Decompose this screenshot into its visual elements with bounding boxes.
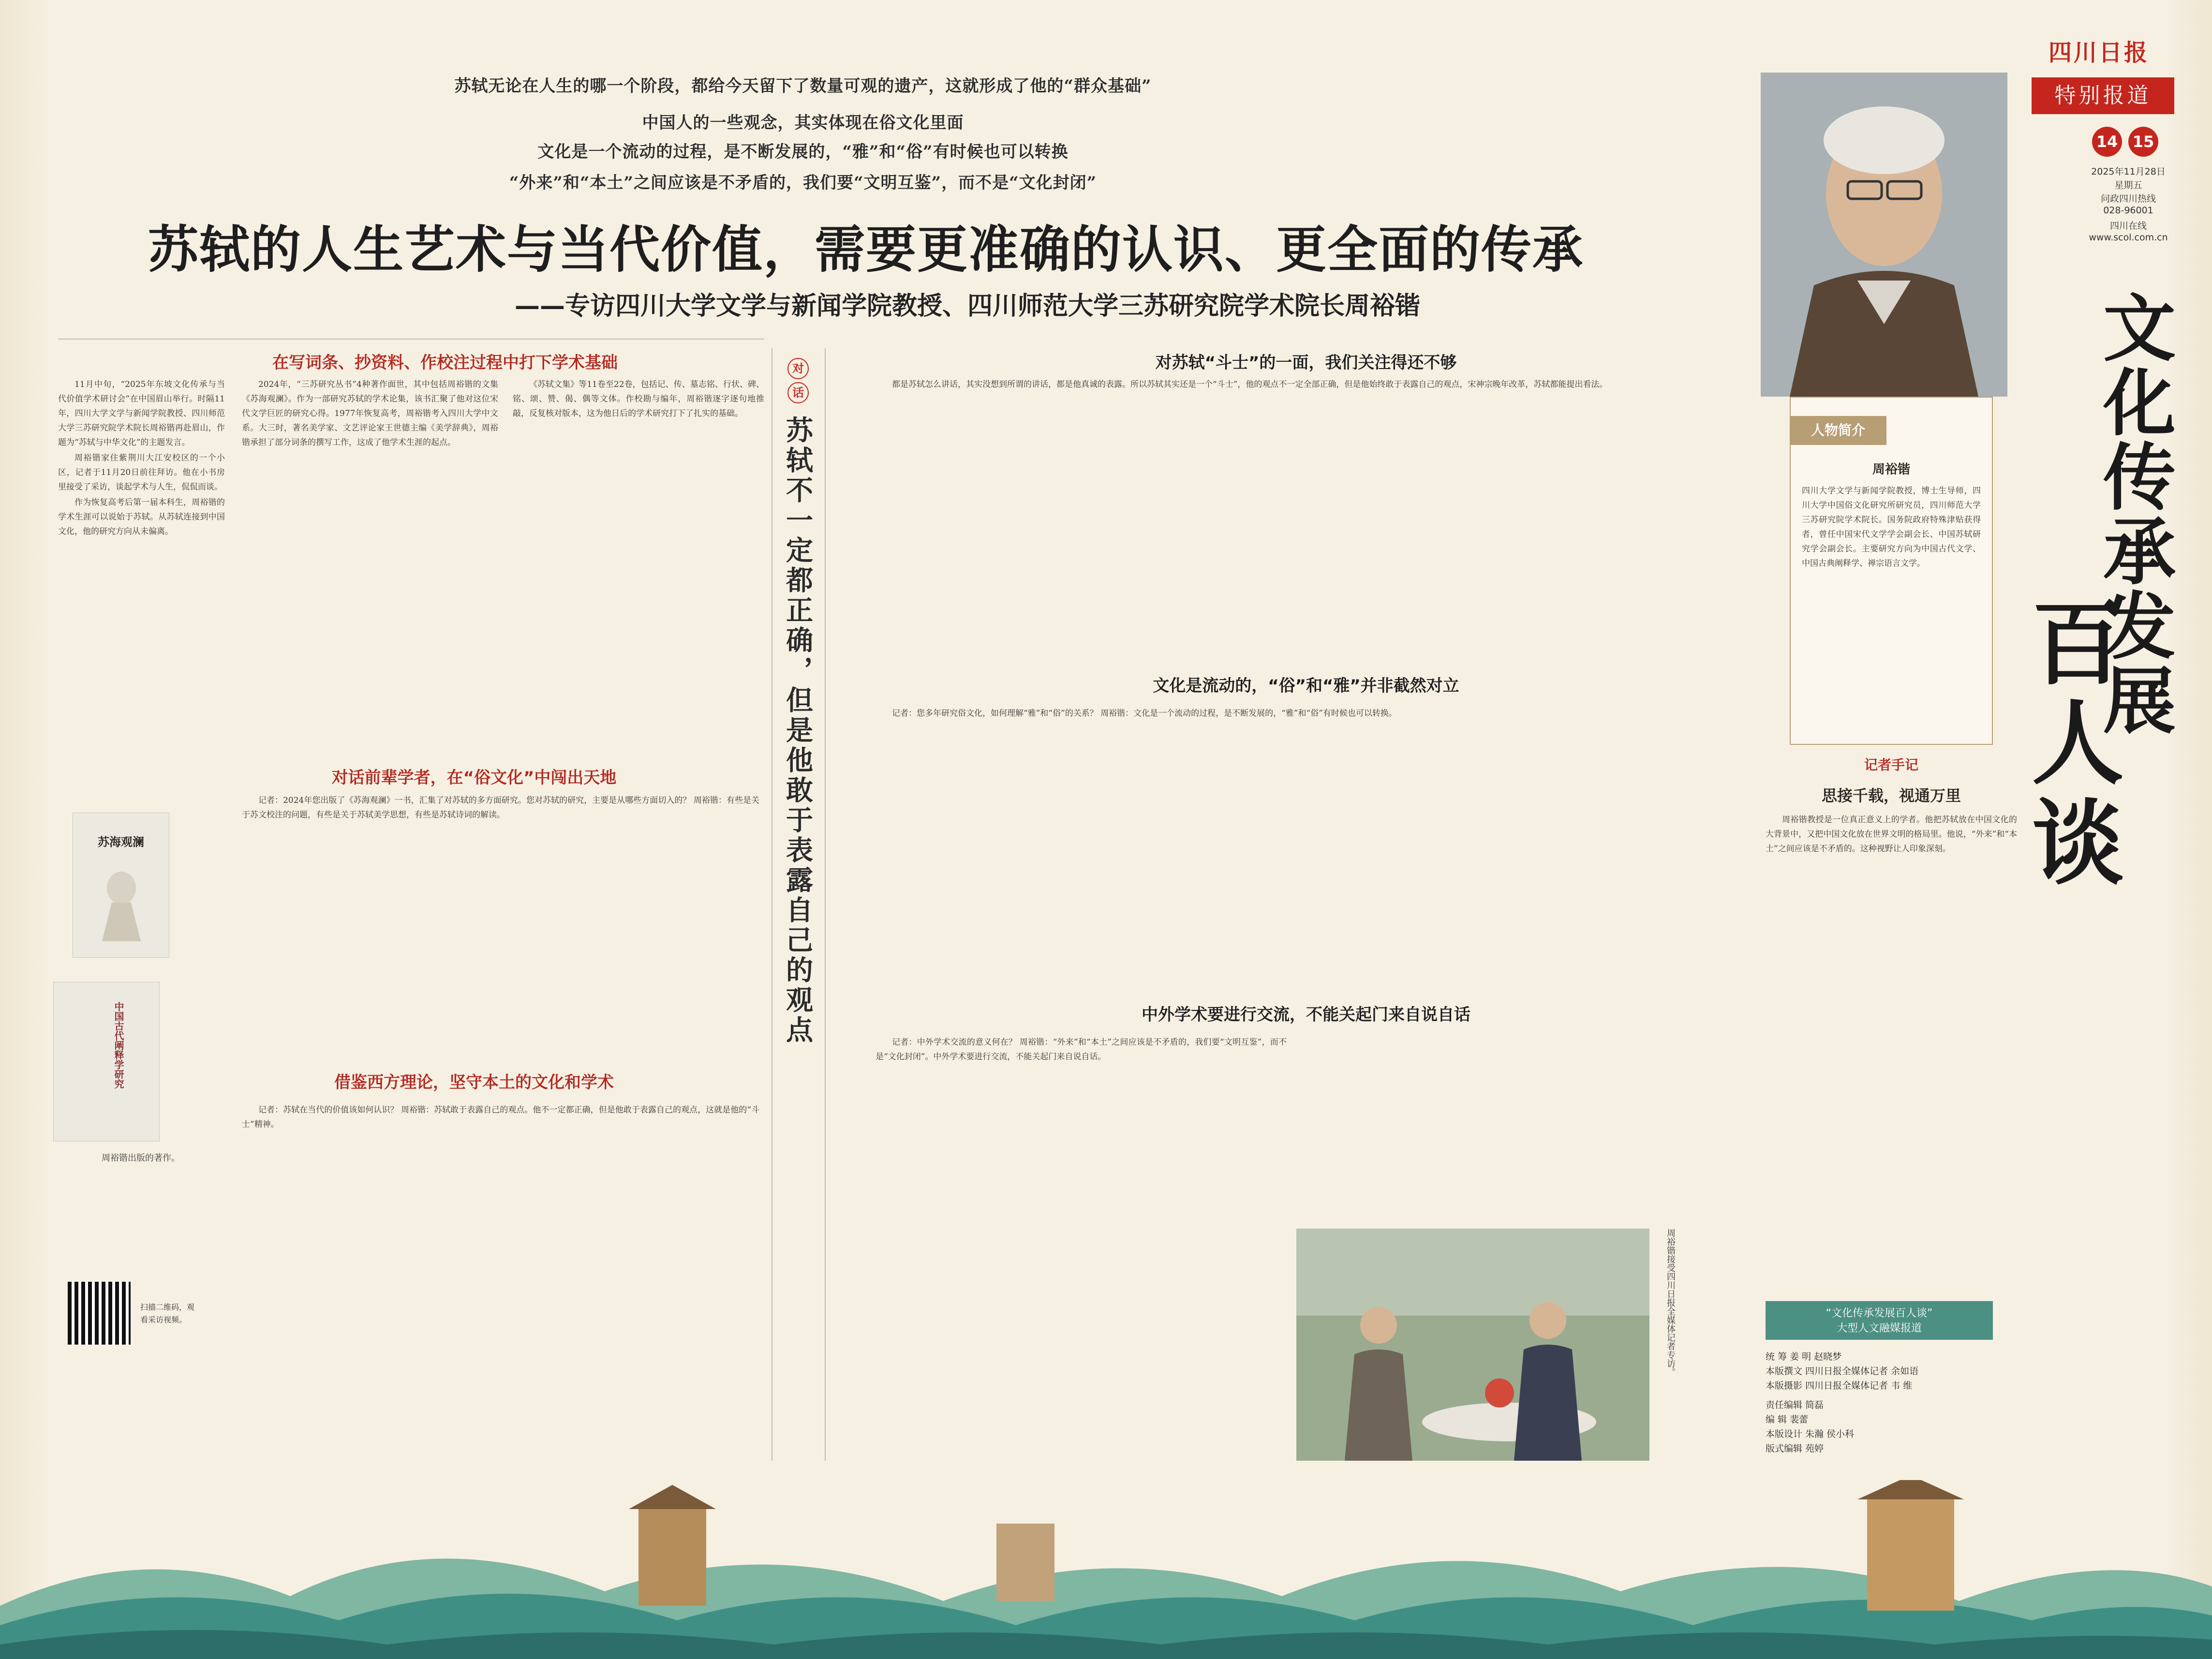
section-heading-3: 借鉴西方理论，坚守本土的文化和学术	[334, 1073, 614, 1092]
book-cover-2	[53, 982, 160, 1141]
right-edge-decoration	[2162, 0, 2212, 1659]
dialogue-badge-2: 话	[787, 382, 809, 403]
credit-line: 统 筹 姜 明 赵晓梦	[1766, 1351, 1842, 1362]
credit-line: 本版摄影 四川日报全媒体记者 韦 维	[1766, 1380, 1913, 1391]
book-title: 中国古代阐释学研究	[113, 1002, 124, 1089]
paragraph: 周裕锴教授是一位真正意义上的学者。他把苏轼放在中国文化的大背景中，又把中国文化放在世界文明的格局里。他说，“外来”和“本土”之间应该是不矛盾的。这种视野让人印象深刻。	[1766, 815, 2017, 854]
paragraph: 记者：2024年您出版了《苏海观澜》一书，汇集了对苏轼的多方面研究。您对苏轼的研究，主要是从哪些方面切入的？ 周裕锴：有些是关于苏文校注的问题，有些是关于苏轼美学思想，有些是苏轼诗词的解读。	[242, 796, 759, 820]
section-heading-4: 对苏轼“斗士”的一面，我们关注得还不够	[1155, 353, 1457, 372]
dialogue-title: 苏轼不一定都正确，但是他敢于表露自己的观点	[782, 416, 813, 1046]
portrait-illustration	[1761, 73, 2007, 397]
article-column-5	[242, 1103, 759, 1461]
paragraph: 11月中旬，“2025年东坡文化传承与当代价值学术研讨会”在中国眉山举行。时隔11年，四川大学文学与新闻学院教授、四川师范大学三苏研究院学术院长周裕锴再赴眉山，作题为“苏轼与中华文化”的主题发言。	[58, 380, 225, 447]
interview-photo	[1296, 1229, 1649, 1461]
interview-illustration	[1296, 1229, 1649, 1461]
credit-line: 本版设计 朱瀚 侯小科	[1766, 1429, 1855, 1439]
paragraph: 记者：中外学术交流的意义何在？ 周裕锴：“外来”和“本土”之间应该是不矛盾的，我们要“文明互鉴”，而不是“文化封闭”。中外学术要进行交流，不能关起门来自说自话。	[876, 1037, 1287, 1062]
profile-text: 四川大学文学与新闻学院教授，博士生导师，四川大学中国俗文化研究所研究员，四川师范大学三苏研究院学术院长。国务院政府特殊津贴获得者，曾任中国宋代文学学会副会长、中国苏轼研究学会副会长。主要研究方向为中国古代文学、中国古典阐释学、禅宗语言文学。	[1802, 486, 1981, 568]
left-edge-decoration	[0, 0, 53, 1659]
pull-quote-1: 苏轼无论在人生的哪一个阶段，都给今天留下了数量可观的遗产，这就形成了他的“群众基础”	[454, 76, 1152, 96]
paragraph: 2024年，“三苏研究丛书”4种著作面世，其中包括周裕锴的文集《苏海观澜》。作为一部研究苏轼的学术论集，该书汇聚了他对这位宋代文学巨匠的研究心得。1977年恢复高考，周裕锴考入四川大学中文系。大三时，著名美学家、文艺评论家王世德主编《美学辞典》，周裕锴承担了部分词条的撰写工作，这成了他学术生涯的起点。	[242, 380, 498, 447]
paragraph: 记者：苏轼在当代的价值该如何认识？ 周裕锴：苏轼敢于表露自己的观点。他不一定都正确，但是他敢于表露自己的观点，这就是他的“斗士”精神。	[242, 1105, 759, 1129]
interviewee-portrait	[1761, 73, 2007, 397]
section-heading-6: 中外学术要进行交流，不能关起门来自说自话	[1142, 1005, 1470, 1024]
paragraph: 作为恢复高考后第一届本科生，周裕锴的学术生涯可以说始于苏轼。从苏轼连接到中国文化，他的研究方向从未偏离。	[58, 498, 225, 536]
section-heading-5: 文化是流动的，“俗”和“雅”并非截然对立	[1153, 676, 1459, 696]
article-column-4	[242, 793, 759, 1054]
page-number-left: 14	[2092, 127, 2122, 157]
issue-weekday: 星期五	[2114, 180, 2142, 191]
brand-logo: 四川日报	[2049, 39, 2150, 66]
series-banner-line-2: 大型人文融媒报道	[1836, 1322, 1922, 1334]
column-title: 文化传承发展	[2091, 290, 2176, 737]
paragraph: 周裕锴家住紫荆川大江安校区的一个小区，记者于11月20日前往拜访。他在小书房里接受了采访，谈起学术与人生，侃侃而谈。	[58, 453, 225, 492]
issue-date: 2025年11月28日	[2091, 166, 2166, 177]
special-report-tag: 特别报道	[2032, 77, 2174, 114]
book-cover-1	[73, 813, 169, 958]
subheadline: ——专访四川大学文学与新闻学院教授、四川师范大学三苏研究院学术院长周裕锴	[514, 292, 1420, 321]
book-illustration	[73, 859, 169, 946]
pull-quote-4: “外来”和“本土”之间应该是不矛盾的，我们要“文明互鉴”，而不是“文化封闭”	[509, 173, 1097, 193]
pull-quote-2: 中国人的一些观念，其实体现在俗文化里面	[642, 113, 964, 133]
book-title: 苏海观澜	[98, 835, 144, 849]
section-heading-1: 在写词条、抄资料、作校注过程中打下学术基础	[272, 353, 618, 372]
page-number-right: 15	[2128, 127, 2158, 157]
qr-caption: 扫描二维码，观看采访视频。	[140, 1303, 195, 1324]
photo-caption: 周裕锴接受四川日报全媒体记者专访。	[1665, 1229, 1676, 1377]
reporter-note-title: 思接千载，视通万里	[1821, 786, 1961, 805]
series-banner-line-1: “文化传承发展百人谈”	[1826, 1307, 1933, 1319]
paragraph: 记者：您多年研究俗文化，如何理解“雅”和“俗”的关系？ 周裕锴：文化是一个流动的过程，是不断发展的，“雅”和“俗”有时候也可以转换。	[892, 709, 1397, 718]
headline: 苏轼的人生艺术与当代价值，需要更准确的认识、更全面的传承	[148, 220, 1584, 279]
credit-line: 版式编辑 苑婷	[1766, 1443, 1824, 1454]
divider	[58, 339, 764, 340]
site-url: www.scol.com.cn	[2089, 232, 2168, 243]
divider	[825, 348, 826, 1461]
reporter-note-tag: 记者手记	[1864, 757, 1918, 773]
credit-line: 编 辑 裴蕾	[1766, 1414, 1809, 1425]
section-heading-2: 对话前辈学者，在“俗文化”中闯出天地	[331, 768, 617, 787]
hotline-label: 问政四川热线	[2100, 193, 2156, 204]
paragraph: 都是苏轼怎么讲话，其实没想到所谓的讲话，都是他真诚的表露。所以苏轼其实还是一个“斗士”，他的观点不一定全部正确，但是他始终敢于表露自己的观点，宋神宗晚年改革，苏轼都能提出看法。	[892, 380, 1608, 389]
dialogue-badge-1: 对	[787, 358, 809, 379]
site-label: 四川在线	[2109, 221, 2147, 231]
hotline-number: 028-96001	[2103, 205, 2153, 216]
landscape-decoration	[0, 1480, 2212, 1659]
credit-line: 责任编辑 简磊	[1766, 1400, 1824, 1410]
article-column-2	[242, 377, 498, 745]
profile-name: 周裕锴	[1872, 462, 1910, 477]
article-column-6	[876, 377, 1732, 658]
reporter-note-text	[1766, 813, 2017, 1277]
article-column-8	[876, 1035, 1287, 1461]
paragraph: 《苏轼文集》等11卷至22卷，包括记、传、墓志铭、行状、碑、铭、颂、赞、偈、偶等文体。作校勘与编年，周裕锴逐字逐句地推敲，反复核对版本，这为他日后的学术研究打下了扎实的基础。	[513, 380, 764, 418]
credit-line: 本版撰文 四川日报全媒体记者 余如语	[1766, 1366, 1919, 1377]
pull-quote-3: 文化是一个流动的过程，是不断发展的，“雅”和“俗”有时候也可以转换	[537, 142, 1069, 162]
article-column-3	[513, 377, 764, 745]
qr-code[interactable]	[68, 1282, 131, 1345]
article-column-1	[58, 377, 225, 677]
article-column-7	[876, 706, 1732, 987]
book-caption: 周裕锴出版的著作。	[102, 1153, 180, 1163]
profile-tag: 人物简介	[1790, 416, 1886, 445]
column-title-sub: 百人谈	[2017, 595, 2124, 894]
series-banner	[1766, 1301, 1993, 1340]
